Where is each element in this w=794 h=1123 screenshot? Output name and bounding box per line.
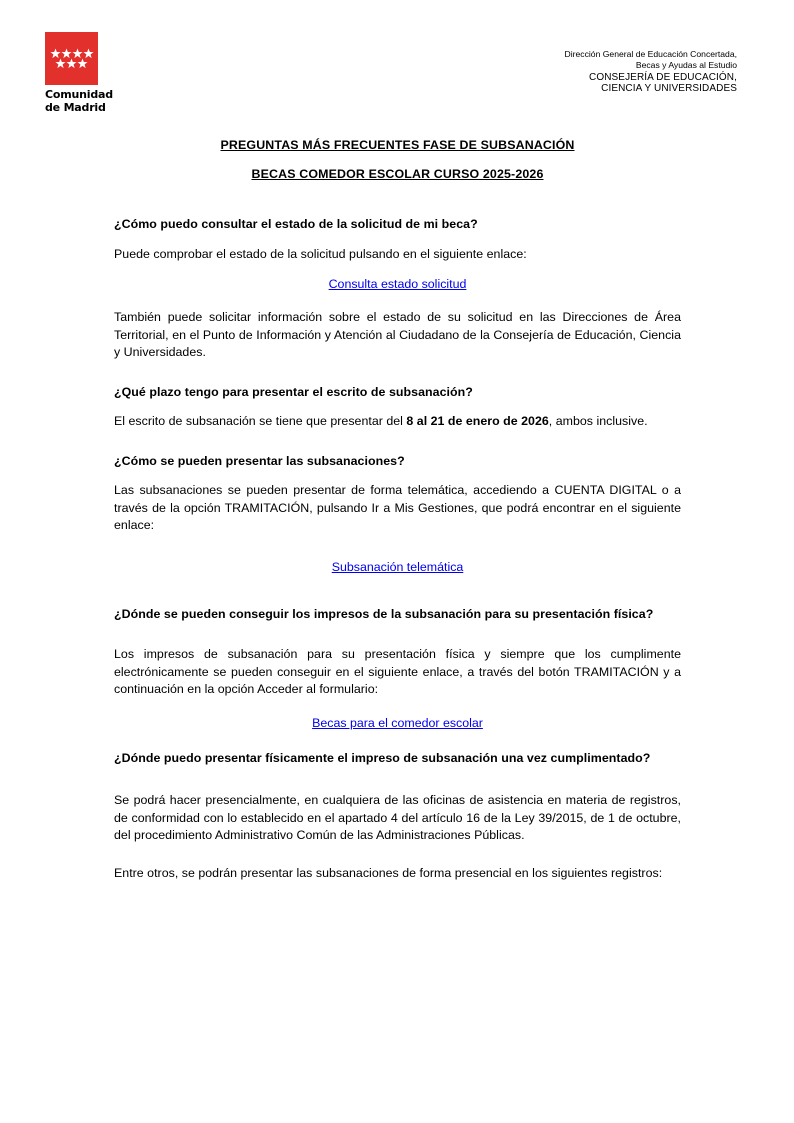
consulta-estado-solicitud-link[interactable]: Consulta estado solicitud	[328, 277, 467, 291]
faq-answer-2-deadline: 8 al 21 de enero de 2026	[406, 414, 549, 428]
faq-question-2: ¿Qué plazo tengo para presentar el escrito de subsanación?	[114, 384, 473, 399]
star-row-bottom	[55, 58, 88, 69]
faq-link-line-4	[114, 715, 681, 732]
department-line-1: Dirección General de Educación Concertada,	[564, 49, 737, 59]
department-heading	[565, 49, 737, 95]
faq-question-4: ¿Dónde se pueden conseguir los impresos de la subsanación para su presentación física?	[114, 606, 654, 621]
subsanacion-telematica-link[interactable]: Subsanación telemática	[331, 559, 464, 574]
faq-question-5: ¿Dónde puedo presentar físicamente el impreso de subsanación una vez cumplimentado?	[114, 750, 651, 765]
faq-question-3: ¿Cómo se pueden presentar las subsanaciones?	[114, 453, 405, 468]
faq-answer-1b: También puede solicitar información sobre el estado de su solicitud en las Direcciones de Área Territorial, en el Punto de Información y Atención al Ciudadano de la Consejería de Educación, Ciencia y Universidades.	[114, 310, 681, 359]
faq-question-1: ¿Cómo puedo consultar el estado de la solicitud de mi beca?	[114, 217, 478, 231]
faq-link-line-3	[114, 559, 681, 576]
comunidad-de-madrid-logo	[45, 32, 157, 114]
faq-answer-2	[114, 413, 681, 431]
faq-link-line-1	[114, 276, 681, 293]
faq-answer-2-post: , ambos inclusive.	[548, 414, 648, 428]
logo-wordmark-line1: Comunidad	[45, 88, 113, 101]
department-line-3: CONSEJERÍA DE EDUCACIÓN,	[589, 71, 737, 83]
faq-answer-3: Las subsanaciones se pueden presentar de forma telemática, accediendo a CUENTA DIGITAL o a través de la opción TRAMITACIÓN, pulsando Ir a Mis Gestiones, que podrá encontrar en el siguiente enlace:	[114, 483, 681, 532]
document-header	[0, 0, 794, 128]
faq-answer-1a: Puede comprobar el estado de la solicitud pulsando en el siguiente enlace:	[114, 246, 527, 261]
madrid-seven-stars-icon	[45, 32, 98, 85]
page-subtitle: BECAS COMEDOR ESCOLAR CURSO 2025-2026	[251, 167, 544, 181]
faq-answer-2-pre: El escrito de subsanación se tiene que presentar del	[114, 414, 407, 428]
faq-answer-5b: Entre otros, se podrán presentar las subsanaciones de forma presencial en los siguientes registros:	[114, 865, 663, 880]
department-line-2: Becas y Ayudas al Estudio	[635, 60, 737, 71]
becas-comedor-escolar-link[interactable]: Becas para el comedor escolar	[312, 715, 483, 730]
faq-answer-5a: Se podrá hacer presencialmente, en cualquiera de las oficinas de asistencia en materia de registros, de conformidad con lo establecido en el apartado 4 del artículo 16 de la Ley 39/2015, de 1 de octubre, del procedimiento Administrativo Común de las Administraciones Públicas.	[114, 793, 681, 842]
page-title: PREGUNTAS MÁS FRECUENTES FASE DE SUBSANACIÓN	[220, 138, 575, 152]
logo-wordmark-line2: de Madrid	[45, 100, 106, 114]
document-body	[114, 138, 681, 882]
department-line-4: CIENCIA Y UNIVERSIDADES	[601, 83, 737, 95]
logo-wordmark	[45, 89, 157, 114]
faq-answer-4: Los impresos de subsanación para su presentación física y siempre que los cumplimente electrónicamente se pueden conseguir en el siguiente enlace, a través del botón TRAMITACIÓN y a continuación en la opción Acceder al formulario:	[114, 647, 681, 696]
